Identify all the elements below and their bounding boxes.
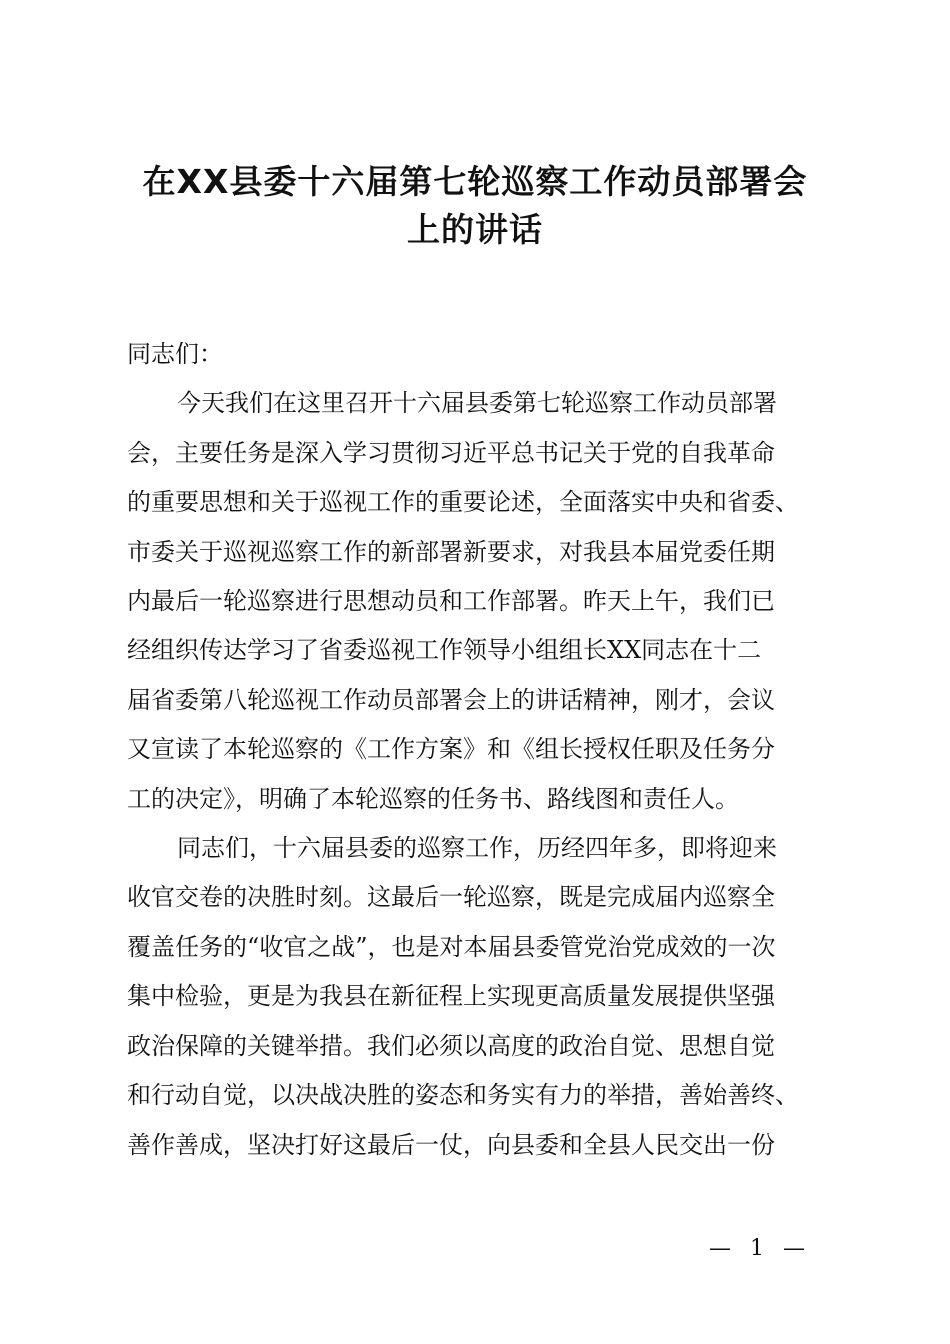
- paragraph-line: 集中检验，更是为我县在新征程上实现更高质量发展提供坚强: [127, 982, 775, 1011]
- paragraph-2: [127, 824, 833, 1170]
- title-line-2: 上的讲话: [407, 210, 543, 249]
- paragraph-line: 覆盖任务的“收官之战”，也是对本届县委管党治党成效的一次: [127, 932, 776, 961]
- salutation: 同志们：: [127, 340, 223, 368]
- paragraph-line: 经组织传达学习了省委巡视工作领导小组组长XX同志在十二: [127, 636, 762, 665]
- document-title: [100, 158, 850, 254]
- paragraph-line: 今天我们在这里召开十六届县委第七轮巡察工作动员部署: [177, 389, 777, 418]
- paragraph-line: 内最后一轮巡察进行思想动员和工作部署。昨天上午，我们已: [127, 587, 775, 616]
- paragraph-line: 和行动自觉，以决战决胜的姿态和务实有力的举措，善始善终、: [127, 1081, 799, 1110]
- paragraph-line: 市委关于巡视巡察工作的新部署新要求，对我县本届党委任期: [127, 537, 775, 566]
- document-body: [127, 330, 833, 1170]
- paragraph-1: [127, 379, 833, 824]
- paragraph-line: 届省委第八轮巡视工作动员部署会上的讲话精神，刚才，会议: [127, 685, 775, 714]
- title-line-1: 在XX县委十六届第七轮巡察工作动员部署会: [142, 162, 808, 201]
- paragraph-line: 政治保障的关键举措。我们必须以高度的政治自觉、思想自觉: [127, 1031, 775, 1060]
- paragraph-line: 工的决定》，明确了本轮巡察的任务书、路线图和责任人。: [127, 784, 739, 813]
- page-number: — 1 —: [709, 1236, 811, 1261]
- paragraph-line: 会，主要任务是深入学习贯彻习近平总书记关于党的自我革命: [127, 438, 775, 467]
- paragraph-line: 同志们，十六届县委的巡察工作，历经四年多，即将迎来: [177, 834, 777, 863]
- paragraph-line: 又宣读了本轮巡察的《工作方案》和《组长授权任职及任务分: [127, 735, 775, 764]
- paragraph-line: 善作善成，坚决打好这最后一仗，向县委和全县人民交出一份: [127, 1130, 775, 1159]
- paragraph-line: 的重要思想和关于巡视工作的重要论述，全面落实中央和省委、: [127, 488, 799, 517]
- paragraph-line: 收官交卷的决胜时刻。这最后一轮巡察，既是完成届内巡察全: [127, 883, 775, 912]
